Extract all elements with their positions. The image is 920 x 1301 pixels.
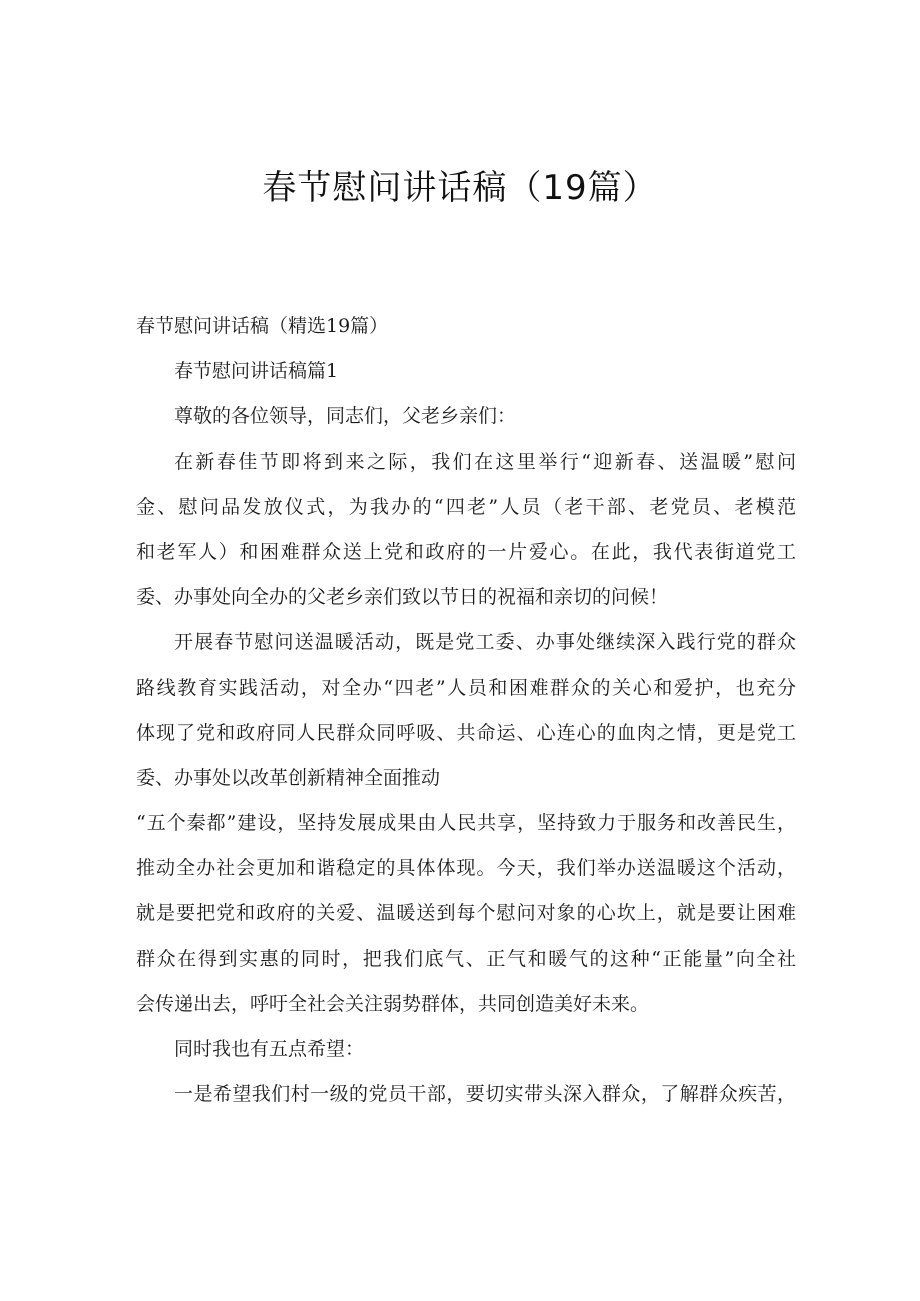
- paragraph-line: 体现了党和政府同人民群众同呼吸、共命运、心连心的血肉之情，更是党工: [136, 721, 796, 744]
- paragraph-line: 在新春佳节即将到来之际，我们在这里举行“迎新春、送温暖”慰问: [174, 450, 796, 473]
- document-title: 春节慰问讲话稿（19篇）: [262, 168, 658, 208]
- paragraph-line: 委、办事处向全办的父老乡亲们致以节日的祝福和亲切的问候！: [136, 586, 669, 609]
- paragraph-line: 同时我也有五点希望：: [174, 1038, 365, 1060]
- paragraph-line: 委、办事处以改革创新精神全面推动: [136, 766, 441, 789]
- paragraph-line: 和老军人）和困难群众送上党和政府的一片爱心。在此，我代表街道党工: [136, 540, 796, 563]
- section-heading: 春节慰问讲话稿篇1: [174, 360, 339, 383]
- paragraph-line: “五个秦都”建设，坚持发展成果由人民共享，坚持致力于服务和改善民生，: [136, 812, 796, 835]
- paragraph-line: 一是希望我们村一级的党员干部，要切实带头深入群众，了解群众疾苦，: [174, 1083, 796, 1106]
- paragraph-line: 会传递出去，呼吁全社会关注弱势群体，共同创造美好未来。: [136, 992, 650, 1015]
- document-subtitle: 春节慰问讲话稿（精选19篇）: [136, 315, 389, 337]
- paragraph-line: 金、慰问品发放仪式，为我办的“四老”人员（老干部、老党员、老模范: [136, 495, 796, 518]
- paragraph-line: 路线教育实践活动，对全办“四老”人员和困难群众的关心和爱护，也充分: [136, 676, 796, 699]
- paragraph-line: 开展春节慰问送温暖活动，既是党工委、办事处继续深入践行党的群众: [174, 631, 796, 654]
- paragraph-line: 推动全办社会更加和谐稳定的具体体现。今天，我们举办送温暖这个活动，: [136, 857, 796, 880]
- salutation: 尊敬的各位领导，同志们，父老乡亲们：: [174, 405, 517, 428]
- paragraph-line: 群众在得到实惠的同时，把我们底气、正气和暖气的这种“正能量”向全社: [136, 947, 796, 970]
- paragraph-line: 就是要把党和政府的关爱、温暖送到每个慰问对象的心坎上，就是要让困难: [136, 902, 796, 925]
- document-body: [136, 310, 796, 1123]
